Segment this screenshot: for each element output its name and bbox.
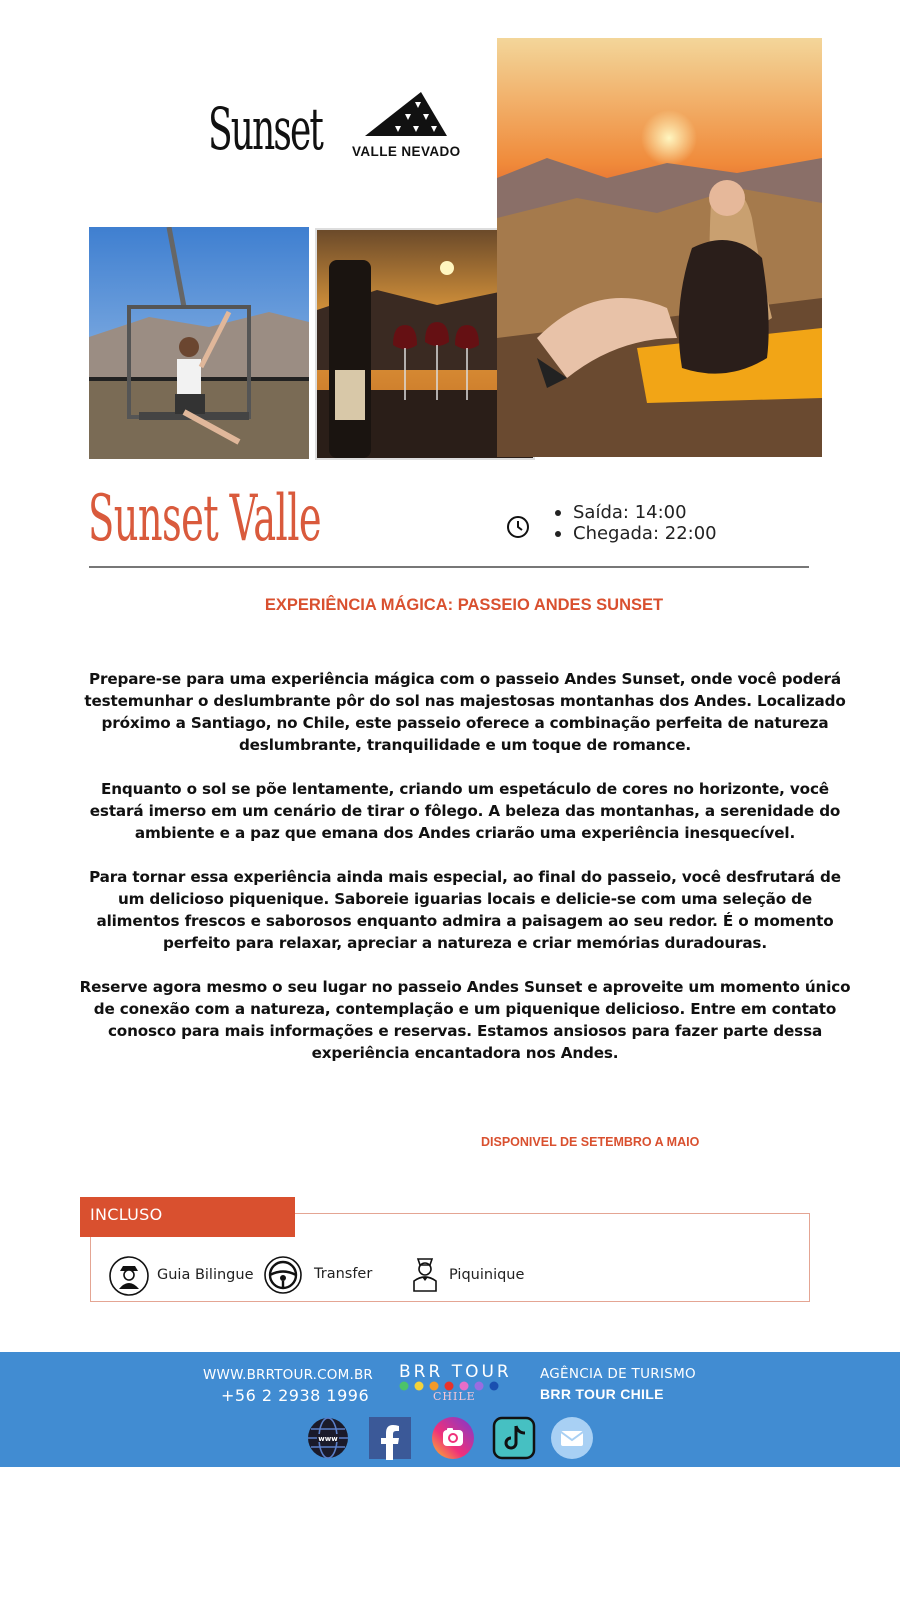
agency-name: BRR TOUR CHILE <box>540 1386 664 1402</box>
photo-chairlift <box>89 227 309 459</box>
email-icon[interactable] <box>550 1416 594 1460</box>
website-link[interactable]: WWW.BRRTOUR.COM.BR <box>203 1367 374 1383</box>
arrival-time: Chegada: 22:00 <box>553 523 717 544</box>
photo-woman-sunset <box>497 38 822 457</box>
guide-icon <box>109 1256 149 1296</box>
waiter-icon <box>405 1253 445 1293</box>
brand-logo: BRR TOUR <box>399 1362 512 1382</box>
clock-icon <box>506 515 530 539</box>
description <box>78 668 852 1086</box>
divider <box>89 566 809 568</box>
subtitle: EXPERIÊNCIA MÁGICA: PASSEIO ANDES SUNSET <box>264 596 664 614</box>
departure-time: Saída: 14:00 <box>553 502 717 523</box>
schedule-list <box>553 502 717 544</box>
availability-note: DISPONIVEL DE SETEMBRO A MAIO <box>481 1135 700 1149</box>
instagram-icon[interactable] <box>431 1416 475 1460</box>
paragraph: Reserve agora mesmo o seu lugar no passeio Andes Sunset e aproveite um momento único de conexão com a natureza, contemplação e um piquenique delicioso. Entre em contato conosco para mais informações e reservas. Estamos ansiosos para fazer parte dessa experiência encantadora nos Andes. <box>79 978 851 1062</box>
agency-label: AGÊNCIA DE TURISMO <box>540 1366 696 1382</box>
steering-wheel-icon <box>263 1255 303 1295</box>
included-label: INCLUSO <box>90 1205 163 1224</box>
sunset-logo: Sunset <box>208 95 322 163</box>
included-item-label: Transfer <box>314 1266 373 1282</box>
valle-nevado-logo-text: VALLE NEVADO <box>352 144 461 159</box>
included-item-label: Piquinique <box>449 1267 525 1283</box>
paragraph: Enquanto o sol se põe lentamente, criando um espetáculo de cores no horizonte, você estará imerso em um cenário de tirar o fôlego. A beleza das montanhas, a serenidade do ambiente e a paz que emana dos Andes criarão uma experiência inesquecível. <box>89 780 841 842</box>
facebook-icon[interactable] <box>368 1416 412 1460</box>
tiktok-icon[interactable] <box>492 1416 536 1460</box>
page-title: Sunset Valle <box>88 482 322 556</box>
paragraph: Para tornar essa experiência ainda mais especial, ao final do passeio, você desfrutará de um delicioso piquenique. Saboreie iguarias locais e delicie-se com uma seleção de alimentos frescos e saborosos enquanto admira a paisagem ao seu redor. É o momento perfeito para relaxar, apreciar a natureza e criar memórias duradouras. <box>89 868 841 952</box>
brand-subtitle: CHILE <box>433 1390 476 1403</box>
svg-text:www: www <box>318 1435 338 1443</box>
included-item-label: Guia Bilingue <box>157 1267 254 1283</box>
globe-icon[interactable] <box>306 1416 350 1460</box>
phone-number: +56 2 2938 1996 <box>221 1386 370 1405</box>
paragraph: Prepare-se para uma experiência mágica com o passeio Andes Sunset, onde você poderá testemunhar o deslumbrante pôr do sol nas majestosas montanhas dos Andes. Localizado próximo a Santiago, no Chile, este passeio oferece a combinação perfeita de natureza deslumbrante, tranquilidade e um toque de romance. <box>84 670 846 754</box>
valle-nevado-logo-icon <box>365 92 447 136</box>
